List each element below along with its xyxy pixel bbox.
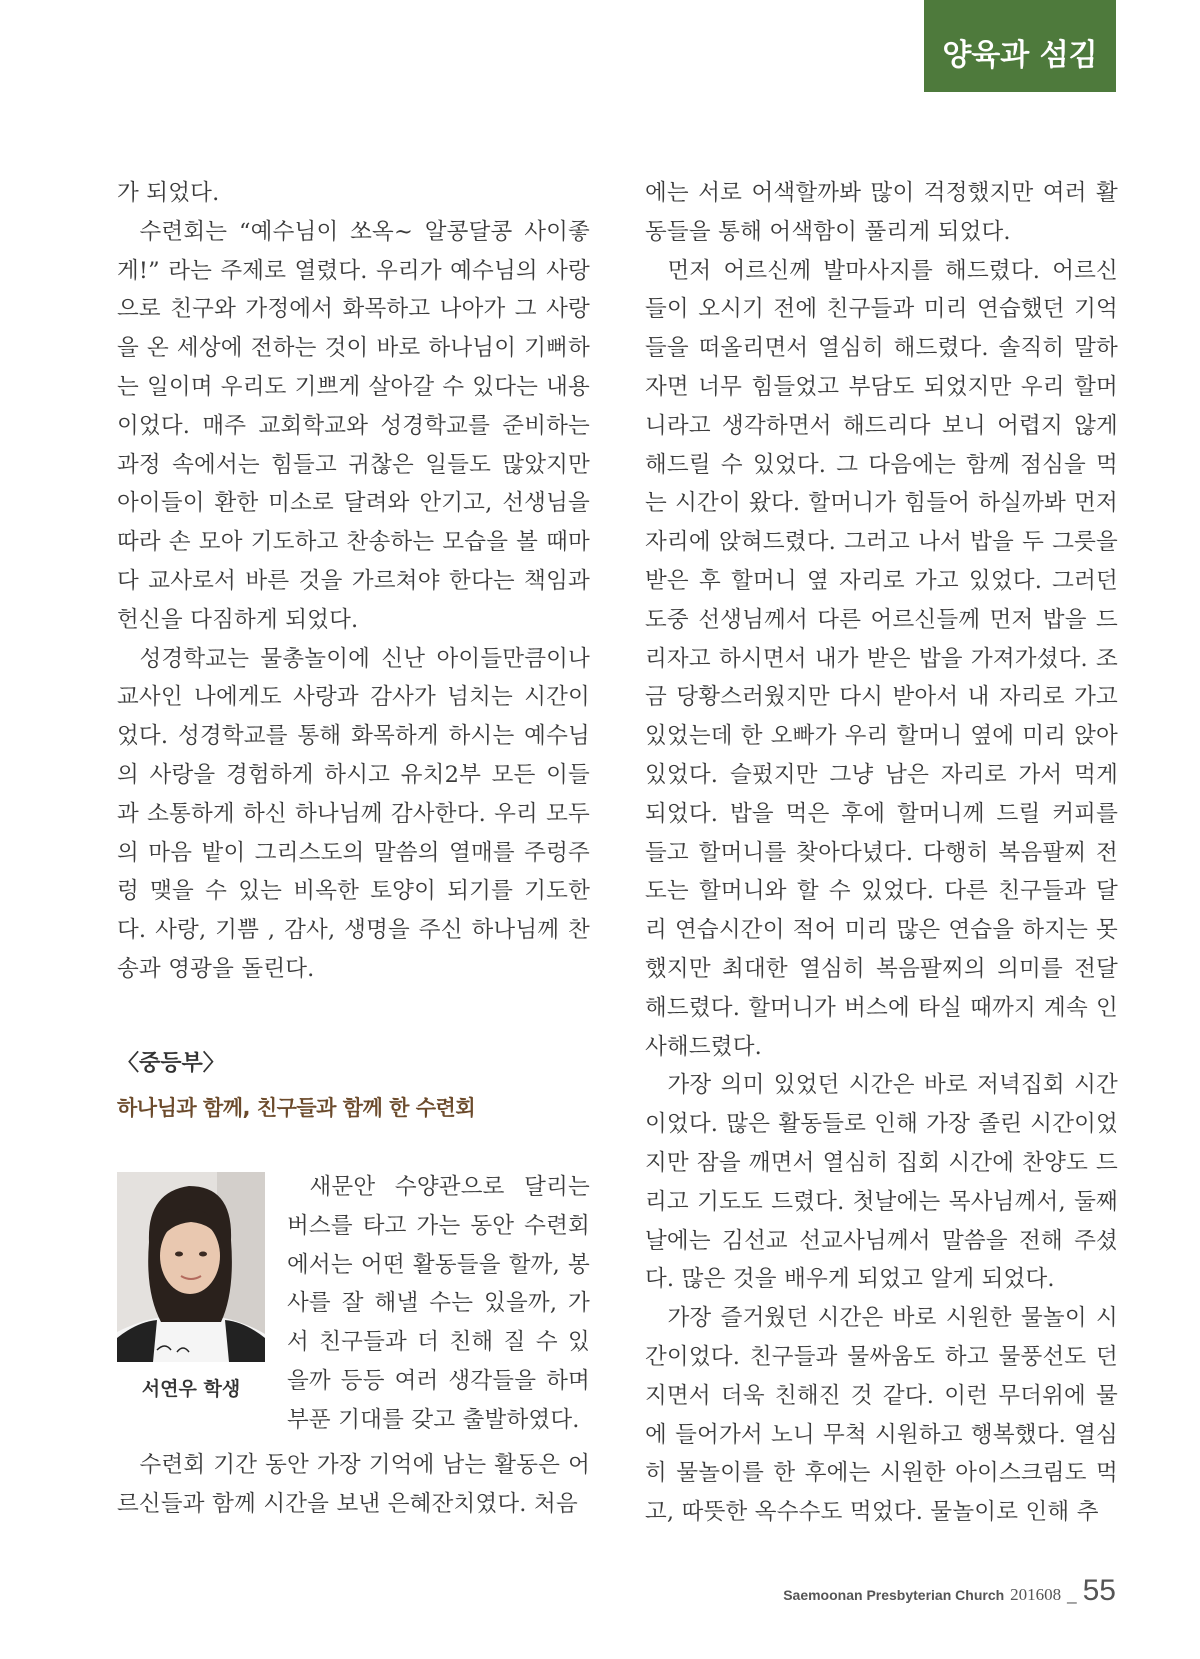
paragraph: 성경학교는 물총놀이에 신난 아이들만큼이나 교사인 나에게도 사랑과 감사가 넘치는 시간이었다. 성경학교를 통해 화목하게 하시는 예수님의 사랑을 경험하게 하시고 유치2부 모든 이들과 소통하게 하신 하나님께 감사한다. 우리 모두의 마음 밭이 그리스도의 말씀의 열매를 주렁주렁 맺을 수 있는 비옥한 토양이 되기를 기도한다. 사랑, 기쁨 , 감사, 생명을 주신 하나님께 찬송과 영광을 돌린다. [117, 645, 590, 982]
intro-text-block [287, 1168, 590, 1440]
paragraph: 에는 서로 어색할까봐 많이 걱정했지만 여러 활동들을 통해 어색함이 풀리게 되었다. [645, 180, 1118, 245]
student-photo [117, 1172, 265, 1362]
section-name: 〈중등부〉 [117, 1051, 225, 1076]
right-column [645, 174, 1118, 1532]
paragraph: 먼저 어르신께 발마사지를 해드렸다. 어르신들이 오시기 전에 친구들과 미리 연습했던 기억들을 떠올리면서 열심히 해드렸다. 솔직히 말하자면 너무 힘들었고 부담도 되었지만 우리 할머니라고 생각하면서 해드리다 보니 어렵지 않게 해드릴 수 있었다. 그 다음에는 함께 점심을 먹는 시간이 왔다. 할머니가 힘들어 하실까봐 먼저 자리에 앉혀드렸다. 그러고 나서 밥을 두 그릇을 받은 후 할머니 옆 자리로 가고 있었다. 그러던 도중 선생님께서 다른 어르신들께 먼저 밥을 드리자고 하시면서 내가 받은 밥을 가져가셨다. 조금 당황스러웠지만 다시 받아서 내 자리로 가고 있었는데 한 오빠가 우리 할머니 옆에 미리 앉아 있었다. 슬펐지만 그냥 남은 자리로 가서 먹게 되었다. 밥을 먹은 후에 할머니께 드릴 커피를 들고 할머니를 찾아다녔다. 다행히 복음팔찌 전도는 할머니와 할 수 있었다. 다른 친구들과 달리 연습시간이 적어 미리 많은 연습을 하지는 못했지만 최대한 열심히 복음팔찌의 의미를 전달해드렸다. 할머니가 버스에 타실 때까지 계속 인사해드렸다. [645, 257, 1118, 1060]
photo-caption: 서연우 학생 [141, 1378, 241, 1400]
page-number: 55 [1082, 1574, 1116, 1607]
church-name: Saemoonan Presbyterian Church [783, 1587, 1005, 1603]
left-column [117, 174, 590, 989]
issue-number: 201608 [1010, 1585, 1062, 1604]
paragraph: 가장 즐거웠던 시간은 바로 시원한 물놀이 시간이었다. 친구들과 물싸움도 하고 물풍선도 던지면서 더욱 친해진 것 같다. 이런 무더위에 물에 들어가서 노니 무척 시원하고 행복했다. 열심히 물놀이를 한 후에는 시원한 아이스크림도 먹고, 따뜻한 옥수수도 먹었다. 물놀이로 인해 추 [645, 1305, 1118, 1526]
paragraph: 수련회 기간 동안 가장 기억에 남는 활동은 어르신들과 함께 시간을 보낸 은혜잔치였다. 처음 [117, 1452, 590, 1517]
paragraph: 가 되었다. [117, 180, 220, 206]
page-footer [783, 1574, 1116, 1608]
student-portrait-image [117, 1172, 265, 1362]
article-title: 하나님과 함께, 친구들과 함께 한 수련회 [117, 1096, 476, 1120]
left-column-continuation [117, 1446, 590, 1524]
footer-separator: _ [1067, 1585, 1077, 1604]
paragraph: 수련회는 “예수님이 쏘옥~ 알콩달콩 사이좋게!” 라는 주제로 열렸다. 우리가 예수님의 사랑으로 친구와 가정에서 화목하고 나아가 그 사랑을 온 세상에 전하는 것이 바로 하나님이 기뻐하는 일이며 우리도 기쁘게 살아갈 수 있다는 내용이었다. 매주 교회학교와 성경학교를 준비하는 과정 속에서는 힘들고 귀찮은 일들도 많았지만 아이들이 환한 미소로 달려와 안기고, 선생님을 따라 손 모아 기도하고 찬송하는 모습을 볼 때마다 교사로서 바른 것을 가르쳐야 한다는 책임과 헌신을 다짐하게 되었다. [117, 218, 590, 633]
section-tab: 양육과 섬김 [924, 0, 1116, 92]
paragraph: 가장 의미 있었던 시간은 바로 저녁집회 시간이었다. 많은 활동들로 인해 가장 졸린 시간이었지만 잠을 깨면서 열심히 집회 시간에 찬양도 드리고 기도도 드렸다. 첫날에는 목사님께서, 둘째 날에는 김선교 선교사님께서 말씀을 전해 주셨다. 많은 것을 배우게 되었고 알게 되었다. [645, 1072, 1118, 1293]
paragraph: 새문안 수양관으로 달리는 버스를 타고 가는 동안 수련회에서는 어떤 활동들을 할까, 봉사를 잘 해낼 수는 있을까, 가서 친구들과 더 친해 질 수 있을까 등등 여러 생각들을 하며 부푼 기대를 갖고 출발하였다. [287, 1174, 590, 1433]
